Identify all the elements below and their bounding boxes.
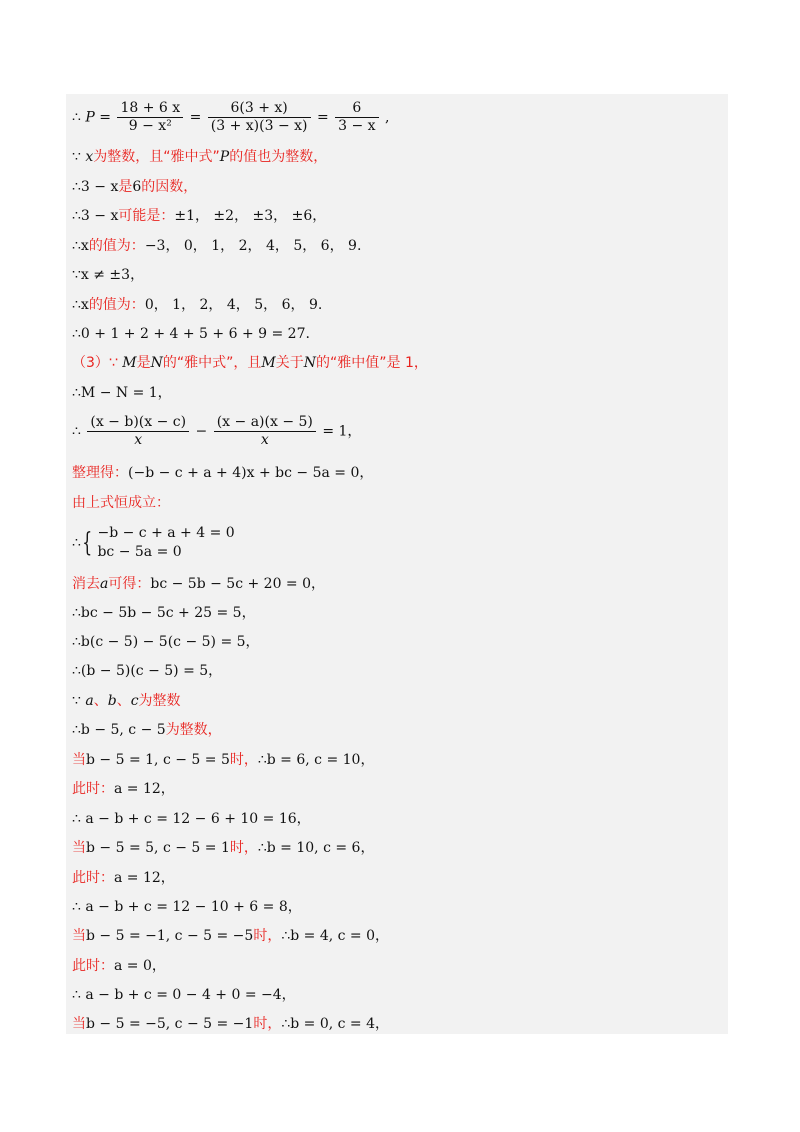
left-brace: { [82, 528, 93, 558]
line-14-system: ∴{ −b − c + a + 4 = 0 bc − 5a = 0 [72, 525, 235, 560]
line-13: 由上式恒成立： [72, 495, 170, 511]
fraction-2: $\frac{6(3 + x)}{(3 + x)(3 - x)}$ [208, 100, 311, 135]
line-24: 当b − 5 = 5, c − 5 = 1时，∴b = 10, c = 6， [72, 840, 375, 856]
fraction-left: $\frac{(x - b)(x - c)}{x}$ [87, 414, 189, 449]
line-19: ∵ a、b、c为整数 [72, 693, 181, 709]
line-28: 此时：a = 0， [72, 958, 166, 974]
fraction-3: $\frac{6}{3 - x}$ [335, 100, 378, 135]
line-5: ∴x的值为：−3， 0， 1， 2， 4， 5， 6， 9. [72, 238, 362, 254]
line-9: （3）∵ M是N的“雅中式”，且M关于N的“雅中值”是 1， [72, 355, 428, 371]
fraction-right: $\frac{(x - a)(x - 5)}{x}$ [214, 414, 316, 449]
line-12: 整理得：(−b − c + a + 4)x + bc − 5a = 0， [72, 465, 374, 481]
line-29: ∴ a − b + c = 0 − 4 + 0 = −4， [72, 987, 296, 1003]
line-8: ∴0 + 1 + 2 + 4 + 5 + 6 + 9 = 27. [72, 326, 310, 342]
line-4: ∴3 − x可能是：±1， ±2， ±3， ±6， [72, 208, 327, 224]
line-23: ∴ a − b + c = 12 − 6 + 10 = 16， [72, 811, 311, 827]
line-3: ∴3 − x是6的因数， [72, 179, 198, 195]
line-7: ∴x的值为：0， 1， 2， 4， 5， 6， 9. [72, 297, 323, 313]
equation-system: −b − c + a + 4 = 0 bc − 5a = 0 [97, 525, 235, 560]
line-20: ∴b − 5, c − 5为整数， [72, 722, 222, 738]
line-2: ∵ x为整数，且“雅中式”P的值也为整数， [72, 149, 328, 165]
line-27: 当b − 5 = −1, c − 5 = −5时，∴b = 4, c = 0， [72, 928, 390, 944]
fraction-1: $\frac{18 + 6 x}{\text{9 − x²}}$ [117, 100, 183, 135]
line-30: 当b − 5 = −5, c − 5 = −1时，∴b = 0, c = 4， [72, 1016, 390, 1032]
line-21: 当b − 5 = 1, c − 5 = 5时，∴b = 6, c = 10， [72, 752, 375, 768]
line-16: ∴bc − 5b − 5c + 25 = 5， [72, 605, 256, 621]
line-11: ∴ $\frac{(x - b)(x - c)}{x}$ − $\frac{(x - a)(x - 5)}{x}$ = 1， [72, 414, 362, 448]
line-22: 此时：a = 12， [72, 781, 175, 797]
line-10: ∴M − N = 1， [72, 385, 172, 401]
line-15: 消去a可得：bc − 5b − 5c + 20 = 0， [72, 576, 326, 592]
solution-panel [66, 94, 728, 1034]
line-26: ∴ a − b + c = 12 − 10 + 6 = 8， [72, 899, 302, 915]
line-17: ∴b(c − 5) − 5(c − 5) = 5， [72, 634, 260, 650]
line-25: 此时：a = 12， [72, 870, 175, 886]
line-6: ∵x ≠ ±3， [72, 267, 145, 283]
therefore-symbol: ∴ [72, 109, 81, 126]
line-18: ∴(b − 5)(c − 5) = 5， [72, 663, 223, 679]
line-p-simplification: ∴ P = $\frac{18 + 6 x}{\text{9 − x²}}$ = $\frac{6(3 + x)}{(3 + x)(3 - x)}$ = $\frac{6}{3 - x}$ , [72, 100, 390, 134]
var-p: P [85, 109, 95, 126]
